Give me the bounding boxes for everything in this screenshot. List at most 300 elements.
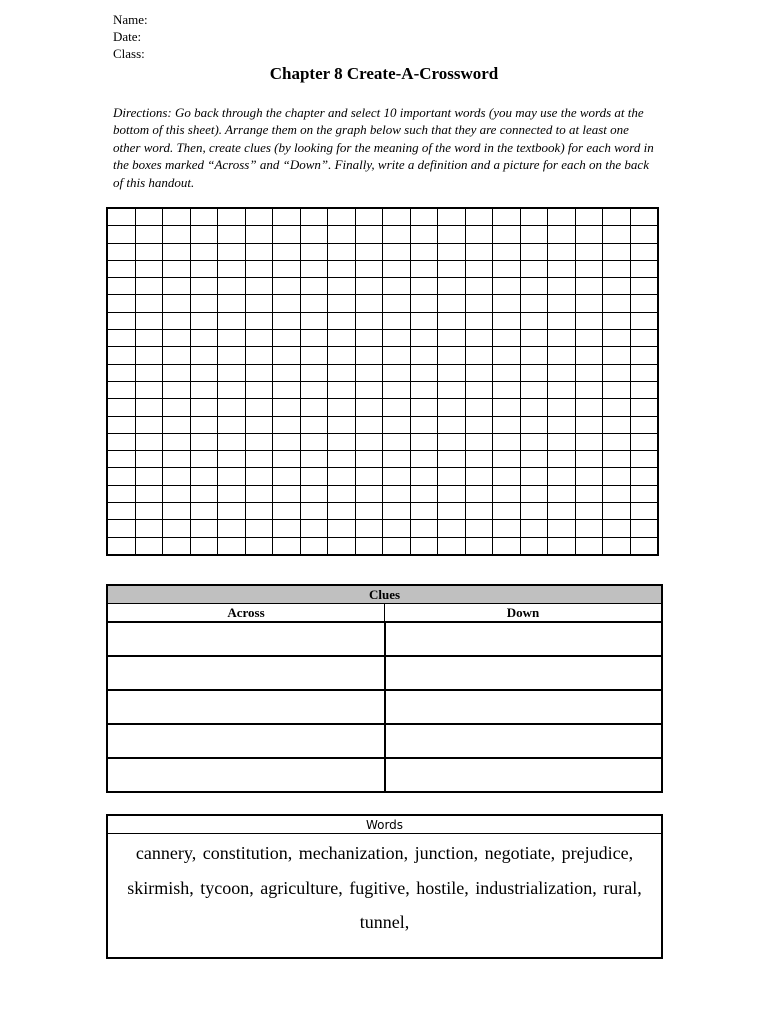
grid-cell[interactable] xyxy=(107,381,135,398)
grid-cell[interactable] xyxy=(218,520,246,537)
across-clue-box[interactable] xyxy=(107,724,385,758)
grid-cell[interactable] xyxy=(300,347,328,364)
grid-cell[interactable] xyxy=(575,399,603,416)
grid-cell[interactable] xyxy=(548,416,576,433)
grid-cell[interactable] xyxy=(328,208,356,226)
grid-cell[interactable] xyxy=(245,208,273,226)
grid-cell[interactable] xyxy=(273,330,301,347)
grid-cell[interactable] xyxy=(273,347,301,364)
grid-cell[interactable] xyxy=(190,295,218,312)
grid-cell[interactable] xyxy=(190,312,218,329)
grid-cell[interactable] xyxy=(190,208,218,226)
grid-cell[interactable] xyxy=(300,208,328,226)
grid-cell[interactable] xyxy=(190,537,218,555)
grid-cell[interactable] xyxy=(438,381,466,398)
down-clue-box[interactable] xyxy=(385,758,663,792)
grid-cell[interactable] xyxy=(520,226,548,243)
grid-cell[interactable] xyxy=(630,485,658,502)
across-clue-box[interactable] xyxy=(107,656,385,690)
grid-cell[interactable] xyxy=(190,330,218,347)
grid-cell[interactable] xyxy=(465,364,493,381)
grid-cell[interactable] xyxy=(410,347,438,364)
grid-cell[interactable] xyxy=(548,468,576,485)
grid-cell[interactable] xyxy=(273,451,301,468)
grid-cell[interactable] xyxy=(383,433,411,450)
grid-cell[interactable] xyxy=(107,312,135,329)
grid-cell[interactable] xyxy=(493,243,521,260)
grid-cell[interactable] xyxy=(630,260,658,277)
grid-cell[interactable] xyxy=(300,416,328,433)
grid-cell[interactable] xyxy=(355,312,383,329)
grid-cell[interactable] xyxy=(603,347,631,364)
down-clue-box[interactable] xyxy=(385,656,663,690)
grid-cell[interactable] xyxy=(245,260,273,277)
grid-cell[interactable] xyxy=(575,330,603,347)
grid-cell[interactable] xyxy=(410,295,438,312)
grid-cell[interactable] xyxy=(245,330,273,347)
grid-cell[interactable] xyxy=(300,364,328,381)
grid-cell[interactable] xyxy=(107,243,135,260)
grid-cell[interactable] xyxy=(135,243,163,260)
grid-cell[interactable] xyxy=(383,485,411,502)
grid-cell[interactable] xyxy=(218,312,246,329)
grid-cell[interactable] xyxy=(328,468,356,485)
grid-cell[interactable] xyxy=(190,364,218,381)
grid-cell[interactable] xyxy=(438,537,466,555)
grid-cell[interactable] xyxy=(190,243,218,260)
grid-cell[interactable] xyxy=(163,260,191,277)
grid-cell[interactable] xyxy=(575,451,603,468)
grid-cell[interactable] xyxy=(383,451,411,468)
grid-cell[interactable] xyxy=(135,520,163,537)
grid-cell[interactable] xyxy=(630,451,658,468)
grid-cell[interactable] xyxy=(163,295,191,312)
grid-cell[interactable] xyxy=(107,226,135,243)
grid-cell[interactable] xyxy=(163,433,191,450)
grid-cell[interactable] xyxy=(355,347,383,364)
grid-cell[interactable] xyxy=(163,537,191,555)
grid-cell[interactable] xyxy=(328,433,356,450)
grid-cell[interactable] xyxy=(493,330,521,347)
grid-cell[interactable] xyxy=(548,451,576,468)
grid-cell[interactable] xyxy=(273,208,301,226)
grid-cell[interactable] xyxy=(383,416,411,433)
grid-cell[interactable] xyxy=(520,520,548,537)
grid-cell[interactable] xyxy=(575,208,603,226)
grid-cell[interactable] xyxy=(548,226,576,243)
grid-cell[interactable] xyxy=(548,381,576,398)
grid-cell[interactable] xyxy=(300,485,328,502)
grid-cell[interactable] xyxy=(383,347,411,364)
grid-cell[interactable] xyxy=(328,364,356,381)
grid-cell[interactable] xyxy=(355,243,383,260)
grid-cell[interactable] xyxy=(520,312,548,329)
grid-cell[interactable] xyxy=(575,503,603,520)
grid-cell[interactable] xyxy=(135,260,163,277)
grid-cell[interactable] xyxy=(163,347,191,364)
grid-cell[interactable] xyxy=(410,399,438,416)
grid-cell[interactable] xyxy=(163,364,191,381)
grid-cell[interactable] xyxy=(465,208,493,226)
grid-cell[interactable] xyxy=(410,433,438,450)
grid-cell[interactable] xyxy=(300,243,328,260)
grid-cell[interactable] xyxy=(163,330,191,347)
grid-cell[interactable] xyxy=(465,416,493,433)
grid-cell[interactable] xyxy=(218,347,246,364)
grid-cell[interactable] xyxy=(438,399,466,416)
grid-cell[interactable] xyxy=(245,364,273,381)
grid-cell[interactable] xyxy=(273,485,301,502)
grid-cell[interactable] xyxy=(465,243,493,260)
grid-cell[interactable] xyxy=(410,208,438,226)
grid-cell[interactable] xyxy=(575,381,603,398)
grid-cell[interactable] xyxy=(273,226,301,243)
grid-cell[interactable] xyxy=(520,278,548,295)
grid-cell[interactable] xyxy=(603,468,631,485)
grid-cell[interactable] xyxy=(355,520,383,537)
down-clue-box[interactable] xyxy=(385,690,663,724)
grid-cell[interactable] xyxy=(135,381,163,398)
grid-cell[interactable] xyxy=(520,243,548,260)
grid-cell[interactable] xyxy=(355,381,383,398)
grid-cell[interactable] xyxy=(603,503,631,520)
grid-cell[interactable] xyxy=(300,520,328,537)
grid-cell[interactable] xyxy=(300,226,328,243)
grid-cell[interactable] xyxy=(107,364,135,381)
grid-cell[interactable] xyxy=(548,364,576,381)
grid-cell[interactable] xyxy=(355,295,383,312)
grid-cell[interactable] xyxy=(273,295,301,312)
grid-cell[interactable] xyxy=(410,330,438,347)
grid-cell[interactable] xyxy=(273,537,301,555)
grid-cell[interactable] xyxy=(603,278,631,295)
grid-cell[interactable] xyxy=(548,347,576,364)
grid-cell[interactable] xyxy=(520,295,548,312)
grid-cell[interactable] xyxy=(465,330,493,347)
grid-cell[interactable] xyxy=(190,278,218,295)
grid-cell[interactable] xyxy=(355,364,383,381)
grid-cell[interactable] xyxy=(465,312,493,329)
grid-cell[interactable] xyxy=(245,451,273,468)
grid-cell[interactable] xyxy=(438,278,466,295)
grid-cell[interactable] xyxy=(383,537,411,555)
grid-cell[interactable] xyxy=(245,226,273,243)
grid-cell[interactable] xyxy=(603,295,631,312)
grid-cell[interactable] xyxy=(273,312,301,329)
grid-cell[interactable] xyxy=(328,226,356,243)
grid-cell[interactable] xyxy=(245,243,273,260)
grid-cell[interactable] xyxy=(465,347,493,364)
grid-cell[interactable] xyxy=(107,347,135,364)
grid-cell[interactable] xyxy=(603,416,631,433)
grid-cell[interactable] xyxy=(355,260,383,277)
grid-cell[interactable] xyxy=(245,399,273,416)
grid-cell[interactable] xyxy=(328,416,356,433)
grid-cell[interactable] xyxy=(410,364,438,381)
grid-cell[interactable] xyxy=(548,399,576,416)
grid-cell[interactable] xyxy=(163,226,191,243)
grid-cell[interactable] xyxy=(107,260,135,277)
grid-cell[interactable] xyxy=(273,364,301,381)
grid-cell[interactable] xyxy=(218,364,246,381)
grid-cell[interactable] xyxy=(548,433,576,450)
grid-cell[interactable] xyxy=(465,399,493,416)
grid-cell[interactable] xyxy=(218,295,246,312)
grid-cell[interactable] xyxy=(493,226,521,243)
grid-cell[interactable] xyxy=(493,278,521,295)
grid-cell[interactable] xyxy=(218,416,246,433)
grid-cell[interactable] xyxy=(218,399,246,416)
grid-cell[interactable] xyxy=(328,381,356,398)
grid-cell[interactable] xyxy=(273,433,301,450)
grid-cell[interactable] xyxy=(355,537,383,555)
grid-cell[interactable] xyxy=(410,468,438,485)
down-clue-box[interactable] xyxy=(385,724,663,758)
grid-cell[interactable] xyxy=(163,399,191,416)
grid-cell[interactable] xyxy=(245,381,273,398)
grid-cell[interactable] xyxy=(300,433,328,450)
grid-cell[interactable] xyxy=(135,399,163,416)
grid-cell[interactable] xyxy=(300,278,328,295)
grid-cell[interactable] xyxy=(273,416,301,433)
grid-cell[interactable] xyxy=(218,243,246,260)
grid-cell[interactable] xyxy=(520,468,548,485)
grid-cell[interactable] xyxy=(190,451,218,468)
grid-cell[interactable] xyxy=(135,226,163,243)
grid-cell[interactable] xyxy=(438,364,466,381)
grid-cell[interactable] xyxy=(218,503,246,520)
grid-cell[interactable] xyxy=(493,503,521,520)
grid-cell[interactable] xyxy=(190,416,218,433)
grid-cell[interactable] xyxy=(383,295,411,312)
grid-cell[interactable] xyxy=(383,468,411,485)
grid-cell[interactable] xyxy=(383,364,411,381)
grid-cell[interactable] xyxy=(218,381,246,398)
grid-cell[interactable] xyxy=(245,503,273,520)
grid-cell[interactable] xyxy=(493,399,521,416)
grid-cell[interactable] xyxy=(163,312,191,329)
grid-cell[interactable] xyxy=(548,243,576,260)
grid-cell[interactable] xyxy=(135,451,163,468)
grid-cell[interactable] xyxy=(190,347,218,364)
grid-cell[interactable] xyxy=(465,381,493,398)
grid-cell[interactable] xyxy=(630,399,658,416)
grid-cell[interactable] xyxy=(273,260,301,277)
grid-cell[interactable] xyxy=(107,399,135,416)
grid-cell[interactable] xyxy=(410,226,438,243)
grid-cell[interactable] xyxy=(520,208,548,226)
grid-cell[interactable] xyxy=(520,381,548,398)
grid-cell[interactable] xyxy=(300,312,328,329)
grid-cell[interactable] xyxy=(493,364,521,381)
grid-cell[interactable] xyxy=(135,295,163,312)
grid-cell[interactable] xyxy=(273,503,301,520)
grid-cell[interactable] xyxy=(630,364,658,381)
grid-cell[interactable] xyxy=(135,485,163,502)
grid-cell[interactable] xyxy=(355,433,383,450)
grid-cell[interactable] xyxy=(190,503,218,520)
grid-cell[interactable] xyxy=(355,503,383,520)
grid-cell[interactable] xyxy=(575,485,603,502)
grid-cell[interactable] xyxy=(328,537,356,555)
grid-cell[interactable] xyxy=(163,208,191,226)
grid-cell[interactable] xyxy=(493,468,521,485)
grid-cell[interactable] xyxy=(300,468,328,485)
grid-cell[interactable] xyxy=(107,278,135,295)
grid-cell[interactable] xyxy=(218,537,246,555)
grid-cell[interactable] xyxy=(465,433,493,450)
grid-cell[interactable] xyxy=(328,312,356,329)
grid-cell[interactable] xyxy=(163,381,191,398)
grid-cell[interactable] xyxy=(135,364,163,381)
grid-cell[interactable] xyxy=(190,520,218,537)
grid-cell[interactable] xyxy=(190,433,218,450)
grid-cell[interactable] xyxy=(107,433,135,450)
grid-cell[interactable] xyxy=(520,451,548,468)
grid-cell[interactable] xyxy=(383,278,411,295)
grid-cell[interactable] xyxy=(218,278,246,295)
grid-cell[interactable] xyxy=(520,260,548,277)
grid-cell[interactable] xyxy=(548,330,576,347)
grid-cell[interactable] xyxy=(190,381,218,398)
grid-cell[interactable] xyxy=(438,451,466,468)
grid-cell[interactable] xyxy=(603,330,631,347)
grid-cell[interactable] xyxy=(465,451,493,468)
grid-cell[interactable] xyxy=(300,451,328,468)
grid-cell[interactable] xyxy=(135,468,163,485)
grid-cell[interactable] xyxy=(273,520,301,537)
grid-cell[interactable] xyxy=(548,537,576,555)
grid-cell[interactable] xyxy=(575,243,603,260)
grid-cell[interactable] xyxy=(135,416,163,433)
grid-cell[interactable] xyxy=(520,485,548,502)
grid-cell[interactable] xyxy=(410,520,438,537)
grid-cell[interactable] xyxy=(575,416,603,433)
grid-cell[interactable] xyxy=(190,260,218,277)
grid-cell[interactable] xyxy=(465,468,493,485)
grid-cell[interactable] xyxy=(355,416,383,433)
grid-cell[interactable] xyxy=(603,312,631,329)
grid-cell[interactable] xyxy=(355,399,383,416)
grid-cell[interactable] xyxy=(438,226,466,243)
grid-cell[interactable] xyxy=(328,330,356,347)
grid-cell[interactable] xyxy=(300,537,328,555)
grid-cell[interactable] xyxy=(630,208,658,226)
grid-cell[interactable] xyxy=(245,278,273,295)
grid-cell[interactable] xyxy=(163,278,191,295)
grid-cell[interactable] xyxy=(218,260,246,277)
grid-cell[interactable] xyxy=(548,312,576,329)
grid-cell[interactable] xyxy=(245,468,273,485)
grid-cell[interactable] xyxy=(163,468,191,485)
grid-cell[interactable] xyxy=(630,347,658,364)
grid-cell[interactable] xyxy=(630,537,658,555)
grid-cell[interactable] xyxy=(273,468,301,485)
grid-cell[interactable] xyxy=(493,520,521,537)
grid-cell[interactable] xyxy=(300,330,328,347)
grid-cell[interactable] xyxy=(438,416,466,433)
grid-cell[interactable] xyxy=(383,330,411,347)
grid-cell[interactable] xyxy=(190,226,218,243)
grid-cell[interactable] xyxy=(383,243,411,260)
grid-cell[interactable] xyxy=(355,226,383,243)
grid-cell[interactable] xyxy=(107,485,135,502)
grid-cell[interactable] xyxy=(135,537,163,555)
grid-cell[interactable] xyxy=(575,260,603,277)
grid-cell[interactable] xyxy=(328,399,356,416)
grid-cell[interactable] xyxy=(410,416,438,433)
grid-cell[interactable] xyxy=(300,381,328,398)
grid-cell[interactable] xyxy=(190,399,218,416)
grid-cell[interactable] xyxy=(218,451,246,468)
grid-cell[interactable] xyxy=(493,537,521,555)
grid-cell[interactable] xyxy=(575,520,603,537)
grid-cell[interactable] xyxy=(355,485,383,502)
grid-cell[interactable] xyxy=(548,520,576,537)
grid-cell[interactable] xyxy=(218,433,246,450)
grid-cell[interactable] xyxy=(107,295,135,312)
grid-cell[interactable] xyxy=(603,260,631,277)
grid-cell[interactable] xyxy=(575,364,603,381)
grid-cell[interactable] xyxy=(328,243,356,260)
grid-cell[interactable] xyxy=(135,208,163,226)
grid-cell[interactable] xyxy=(465,278,493,295)
grid-cell[interactable] xyxy=(630,468,658,485)
grid-cell[interactable] xyxy=(438,295,466,312)
grid-cell[interactable] xyxy=(383,312,411,329)
grid-cell[interactable] xyxy=(273,278,301,295)
grid-cell[interactable] xyxy=(520,416,548,433)
grid-cell[interactable] xyxy=(355,208,383,226)
grid-cell[interactable] xyxy=(575,433,603,450)
grid-cell[interactable] xyxy=(493,295,521,312)
grid-cell[interactable] xyxy=(135,330,163,347)
grid-cell[interactable] xyxy=(438,330,466,347)
grid-cell[interactable] xyxy=(410,485,438,502)
grid-cell[interactable] xyxy=(630,295,658,312)
grid-cell[interactable] xyxy=(218,468,246,485)
grid-cell[interactable] xyxy=(328,278,356,295)
grid-cell[interactable] xyxy=(603,399,631,416)
grid-cell[interactable] xyxy=(630,433,658,450)
grid-cell[interactable] xyxy=(603,520,631,537)
grid-cell[interactable] xyxy=(575,347,603,364)
grid-cell[interactable] xyxy=(630,416,658,433)
grid-cell[interactable] xyxy=(630,243,658,260)
grid-cell[interactable] xyxy=(383,381,411,398)
grid-cell[interactable] xyxy=(493,381,521,398)
grid-cell[interactable] xyxy=(245,485,273,502)
grid-cell[interactable] xyxy=(328,520,356,537)
grid-cell[interactable] xyxy=(630,226,658,243)
grid-cell[interactable] xyxy=(465,485,493,502)
grid-cell[interactable] xyxy=(355,330,383,347)
across-clue-box[interactable] xyxy=(107,690,385,724)
grid-cell[interactable] xyxy=(603,433,631,450)
grid-cell[interactable] xyxy=(410,381,438,398)
grid-cell[interactable] xyxy=(328,451,356,468)
grid-cell[interactable] xyxy=(163,416,191,433)
grid-cell[interactable] xyxy=(190,468,218,485)
grid-cell[interactable] xyxy=(190,485,218,502)
grid-cell[interactable] xyxy=(107,537,135,555)
grid-cell[interactable] xyxy=(245,537,273,555)
grid-cell[interactable] xyxy=(630,312,658,329)
grid-cell[interactable] xyxy=(438,520,466,537)
grid-cell[interactable] xyxy=(107,416,135,433)
grid-cell[interactable] xyxy=(493,485,521,502)
grid-cell[interactable] xyxy=(107,330,135,347)
